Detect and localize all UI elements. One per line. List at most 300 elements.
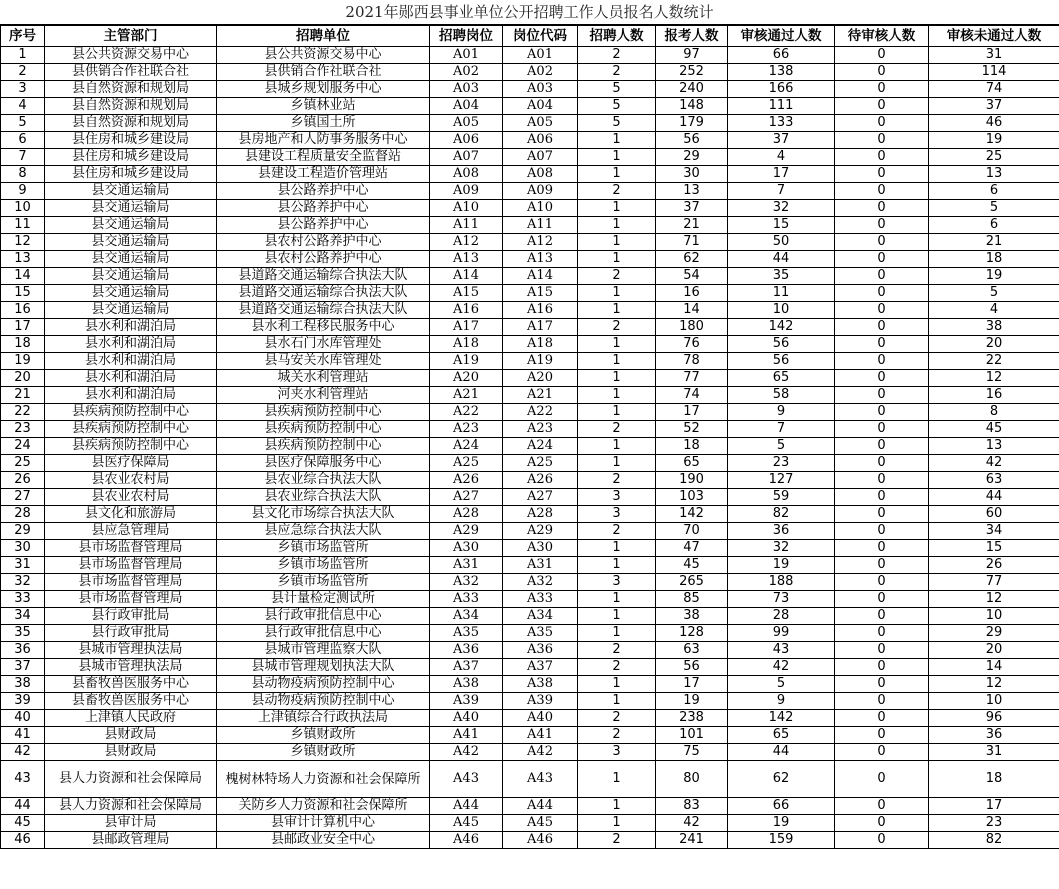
code-cell[interactable]: A14 [503,268,578,285]
seq-cell[interactable]: 8 [1,166,45,183]
rejected-count-cell[interactable]: 20 [929,642,1059,659]
post-cell[interactable]: A41 [430,727,503,744]
applicant-count-cell[interactable]: 190 [656,472,728,489]
unit-cell[interactable]: 乡镇财政所 [217,727,430,744]
unit-cell[interactable]: 关防乡人力资源和社会保障所 [217,798,430,815]
seq-cell[interactable]: 33 [1,591,45,608]
seq-cell[interactable]: 15 [1,285,45,302]
post-cell[interactable]: A11 [430,217,503,234]
seq-cell[interactable]: 43 [1,761,45,798]
hire-count-cell[interactable]: 1 [578,285,656,302]
post-cell[interactable]: A24 [430,438,503,455]
rejected-count-cell[interactable]: 22 [929,353,1059,370]
unit-cell[interactable]: 县农村公路养护中心 [217,251,430,268]
hire-count-cell[interactable]: 1 [578,761,656,798]
applicant-count-cell[interactable]: 142 [656,506,728,523]
approved-count-cell[interactable]: 7 [728,421,835,438]
pending-count-cell[interactable]: 0 [835,353,929,370]
code-cell[interactable]: A04 [503,98,578,115]
hire-count-cell[interactable]: 2 [578,421,656,438]
unit-cell[interactable]: 县建设工程质量安全监督站 [217,149,430,166]
dept-cell[interactable]: 县住房和城乡建设局 [45,166,217,183]
dept-cell[interactable]: 县文化和旅游局 [45,506,217,523]
post-cell[interactable]: A10 [430,200,503,217]
unit-cell[interactable]: 县水石门水库管理处 [217,336,430,353]
unit-cell[interactable]: 上津镇综合行政执法局 [217,710,430,727]
header-cell[interactable]: 主管部门 [45,26,217,47]
code-cell[interactable]: A44 [503,798,578,815]
hire-count-cell[interactable]: 1 [578,302,656,319]
rejected-count-cell[interactable]: 19 [929,268,1059,285]
dept-cell[interactable]: 县公共资源交易中心 [45,47,217,64]
hire-count-cell[interactable]: 2 [578,268,656,285]
dept-cell[interactable]: 县水利和湖泊局 [45,319,217,336]
code-cell[interactable]: A26 [503,472,578,489]
rejected-count-cell[interactable]: 6 [929,183,1059,200]
unit-cell[interactable]: 县应急综合执法大队 [217,523,430,540]
seq-cell[interactable]: 21 [1,387,45,404]
seq-cell[interactable]: 38 [1,676,45,693]
rejected-count-cell[interactable]: 18 [929,761,1059,798]
code-cell[interactable]: A06 [503,132,578,149]
seq-cell[interactable]: 22 [1,404,45,421]
applicant-count-cell[interactable]: 179 [656,115,728,132]
applicant-count-cell[interactable]: 83 [656,798,728,815]
code-cell[interactable]: A25 [503,455,578,472]
post-cell[interactable]: A40 [430,710,503,727]
code-cell[interactable]: A35 [503,625,578,642]
post-cell[interactable]: A46 [430,832,503,849]
code-cell[interactable]: A33 [503,591,578,608]
pending-count-cell[interactable]: 0 [835,387,929,404]
header-cell[interactable]: 审核通过人数 [728,26,835,47]
code-cell[interactable]: A02 [503,64,578,81]
rejected-count-cell[interactable]: 8 [929,404,1059,421]
hire-count-cell[interactable]: 2 [578,47,656,64]
code-cell[interactable]: A37 [503,659,578,676]
code-cell[interactable]: A21 [503,387,578,404]
seq-cell[interactable]: 18 [1,336,45,353]
seq-cell[interactable]: 9 [1,183,45,200]
approved-count-cell[interactable]: 142 [728,319,835,336]
unit-cell[interactable]: 县疾病预防控制中心 [217,404,430,421]
dept-cell[interactable]: 县交通运输局 [45,268,217,285]
dept-cell[interactable]: 县交通运输局 [45,302,217,319]
code-cell[interactable]: A03 [503,81,578,98]
pending-count-cell[interactable]: 0 [835,608,929,625]
pending-count-cell[interactable]: 0 [835,557,929,574]
hire-count-cell[interactable]: 1 [578,387,656,404]
dept-cell[interactable]: 县疾病预防控制中心 [45,404,217,421]
applicant-count-cell[interactable]: 37 [656,200,728,217]
header-cell[interactable]: 招聘单位 [217,26,430,47]
post-cell[interactable]: A15 [430,285,503,302]
approved-count-cell[interactable]: 42 [728,659,835,676]
rejected-count-cell[interactable]: 42 [929,455,1059,472]
seq-cell[interactable]: 42 [1,744,45,761]
seq-cell[interactable]: 37 [1,659,45,676]
dept-cell[interactable]: 县应急管理局 [45,523,217,540]
post-cell[interactable]: A17 [430,319,503,336]
dept-cell[interactable]: 县市场监督管理局 [45,574,217,591]
approved-count-cell[interactable]: 59 [728,489,835,506]
post-cell[interactable]: A28 [430,506,503,523]
header-cell[interactable]: 待审核人数 [835,26,929,47]
pending-count-cell[interactable]: 0 [835,438,929,455]
header-cell[interactable]: 招聘人数 [578,26,656,47]
post-cell[interactable]: A12 [430,234,503,251]
applicant-count-cell[interactable]: 71 [656,234,728,251]
code-cell[interactable]: A45 [503,815,578,832]
dept-cell[interactable]: 县农业农村局 [45,472,217,489]
approved-count-cell[interactable]: 66 [728,798,835,815]
pending-count-cell[interactable]: 0 [835,217,929,234]
post-cell[interactable]: A13 [430,251,503,268]
pending-count-cell[interactable]: 0 [835,710,929,727]
approved-count-cell[interactable]: 44 [728,744,835,761]
applicant-count-cell[interactable]: 56 [656,659,728,676]
post-cell[interactable]: A08 [430,166,503,183]
code-cell[interactable]: A09 [503,183,578,200]
applicant-count-cell[interactable]: 75 [656,744,728,761]
pending-count-cell[interactable]: 0 [835,251,929,268]
applicant-count-cell[interactable]: 16 [656,285,728,302]
dept-cell[interactable]: 县审计局 [45,815,217,832]
approved-count-cell[interactable]: 44 [728,251,835,268]
post-cell[interactable]: A18 [430,336,503,353]
seq-cell[interactable]: 46 [1,832,45,849]
approved-count-cell[interactable]: 56 [728,336,835,353]
code-cell[interactable]: A20 [503,370,578,387]
applicant-count-cell[interactable]: 18 [656,438,728,455]
rejected-count-cell[interactable]: 46 [929,115,1059,132]
seq-cell[interactable]: 5 [1,115,45,132]
code-cell[interactable]: A05 [503,115,578,132]
seq-cell[interactable]: 32 [1,574,45,591]
dept-cell[interactable]: 县疾病预防控制中心 [45,438,217,455]
unit-cell[interactable]: 乡镇市场监管所 [217,574,430,591]
post-cell[interactable]: A06 [430,132,503,149]
pending-count-cell[interactable]: 0 [835,727,929,744]
dept-cell[interactable]: 上津镇人民政府 [45,710,217,727]
hire-count-cell[interactable]: 2 [578,642,656,659]
approved-count-cell[interactable]: 138 [728,64,835,81]
seq-cell[interactable]: 19 [1,353,45,370]
pending-count-cell[interactable]: 0 [835,149,929,166]
approved-count-cell[interactable]: 159 [728,832,835,849]
rejected-count-cell[interactable]: 25 [929,149,1059,166]
rejected-count-cell[interactable]: 6 [929,217,1059,234]
dept-cell[interactable]: 县自然资源和规划局 [45,81,217,98]
unit-cell[interactable]: 乡镇市场监管所 [217,540,430,557]
post-cell[interactable]: A09 [430,183,503,200]
pending-count-cell[interactable]: 0 [835,798,929,815]
pending-count-cell[interactable]: 0 [835,523,929,540]
unit-cell[interactable]: 县道路交通运输综合执法大队 [217,268,430,285]
dept-cell[interactable]: 县畜牧兽医服务中心 [45,693,217,710]
applicant-count-cell[interactable]: 17 [656,404,728,421]
approved-count-cell[interactable]: 56 [728,353,835,370]
applicant-count-cell[interactable]: 65 [656,455,728,472]
pending-count-cell[interactable]: 0 [835,506,929,523]
post-cell[interactable]: A16 [430,302,503,319]
unit-cell[interactable]: 县动物疫病预防控制中心 [217,693,430,710]
pending-count-cell[interactable]: 0 [835,761,929,798]
seq-cell[interactable]: 27 [1,489,45,506]
seq-cell[interactable]: 28 [1,506,45,523]
approved-count-cell[interactable]: 4 [728,149,835,166]
rejected-count-cell[interactable]: 44 [929,489,1059,506]
dept-cell[interactable]: 县交通运输局 [45,285,217,302]
post-cell[interactable]: A23 [430,421,503,438]
dept-cell[interactable]: 县人力资源和社会保障局 [45,761,217,798]
unit-cell[interactable]: 河夹水利管理站 [217,387,430,404]
rejected-count-cell[interactable]: 63 [929,472,1059,489]
unit-cell[interactable]: 乡镇国土所 [217,115,430,132]
post-cell[interactable]: A33 [430,591,503,608]
approved-count-cell[interactable]: 111 [728,98,835,115]
pending-count-cell[interactable]: 0 [835,642,929,659]
approved-count-cell[interactable]: 11 [728,285,835,302]
applicant-count-cell[interactable]: 240 [656,81,728,98]
applicant-count-cell[interactable]: 14 [656,302,728,319]
hire-count-cell[interactable]: 1 [578,815,656,832]
pending-count-cell[interactable]: 0 [835,183,929,200]
approved-count-cell[interactable]: 5 [728,438,835,455]
post-cell[interactable]: A43 [430,761,503,798]
applicant-count-cell[interactable]: 42 [656,815,728,832]
rejected-count-cell[interactable]: 96 [929,710,1059,727]
dept-cell[interactable]: 县交通运输局 [45,217,217,234]
hire-count-cell[interactable]: 1 [578,455,656,472]
seq-cell[interactable]: 45 [1,815,45,832]
applicant-count-cell[interactable]: 38 [656,608,728,625]
approved-count-cell[interactable]: 43 [728,642,835,659]
dept-cell[interactable]: 县城市管理执法局 [45,659,217,676]
unit-cell[interactable]: 乡镇市场监管所 [217,557,430,574]
approved-count-cell[interactable]: 10 [728,302,835,319]
hire-count-cell[interactable]: 2 [578,472,656,489]
seq-cell[interactable]: 24 [1,438,45,455]
dept-cell[interactable]: 县自然资源和规划局 [45,98,217,115]
applicant-count-cell[interactable]: 13 [656,183,728,200]
approved-count-cell[interactable]: 23 [728,455,835,472]
header-cell[interactable]: 招聘岗位 [430,26,503,47]
dept-cell[interactable]: 县水利和湖泊局 [45,353,217,370]
rejected-count-cell[interactable]: 16 [929,387,1059,404]
post-cell[interactable]: A19 [430,353,503,370]
header-cell[interactable]: 岗位代码 [503,26,578,47]
pending-count-cell[interactable]: 0 [835,81,929,98]
rejected-count-cell[interactable]: 29 [929,625,1059,642]
approved-count-cell[interactable]: 7 [728,183,835,200]
post-cell[interactable]: A38 [430,676,503,693]
seq-cell[interactable]: 36 [1,642,45,659]
rejected-count-cell[interactable]: 38 [929,319,1059,336]
code-cell[interactable]: A23 [503,421,578,438]
code-cell[interactable]: A41 [503,727,578,744]
hire-count-cell[interactable]: 1 [578,676,656,693]
applicant-count-cell[interactable]: 128 [656,625,728,642]
seq-cell[interactable]: 10 [1,200,45,217]
code-cell[interactable]: A30 [503,540,578,557]
rejected-count-cell[interactable]: 82 [929,832,1059,849]
post-cell[interactable]: A01 [430,47,503,64]
code-cell[interactable]: A31 [503,557,578,574]
seq-cell[interactable]: 17 [1,319,45,336]
code-cell[interactable]: A15 [503,285,578,302]
hire-count-cell[interactable]: 1 [578,370,656,387]
applicant-count-cell[interactable]: 62 [656,251,728,268]
rejected-count-cell[interactable]: 31 [929,744,1059,761]
post-cell[interactable]: A36 [430,642,503,659]
unit-cell[interactable]: 县城乡规划服务中心 [217,81,430,98]
unit-cell[interactable]: 县农业综合执法大队 [217,489,430,506]
seq-cell[interactable]: 20 [1,370,45,387]
hire-count-cell[interactable]: 3 [578,574,656,591]
rejected-count-cell[interactable]: 12 [929,591,1059,608]
applicant-count-cell[interactable]: 30 [656,166,728,183]
approved-count-cell[interactable]: 35 [728,268,835,285]
dept-cell[interactable]: 县财政局 [45,727,217,744]
hire-count-cell[interactable]: 3 [578,489,656,506]
approved-count-cell[interactable]: 65 [728,370,835,387]
rejected-count-cell[interactable]: 23 [929,815,1059,832]
dept-cell[interactable]: 县城市管理执法局 [45,642,217,659]
applicant-count-cell[interactable]: 63 [656,642,728,659]
pending-count-cell[interactable]: 0 [835,489,929,506]
approved-count-cell[interactable]: 19 [728,815,835,832]
unit-cell[interactable]: 县行政审批信息中心 [217,608,430,625]
approved-count-cell[interactable]: 15 [728,217,835,234]
approved-count-cell[interactable]: 17 [728,166,835,183]
applicant-count-cell[interactable]: 97 [656,47,728,64]
unit-cell[interactable]: 县疾病预防控制中心 [217,438,430,455]
seq-cell[interactable]: 6 [1,132,45,149]
approved-count-cell[interactable]: 58 [728,387,835,404]
unit-cell[interactable]: 县医疗保障服务中心 [217,455,430,472]
seq-cell[interactable]: 39 [1,693,45,710]
unit-cell[interactable]: 乡镇林业站 [217,98,430,115]
rejected-count-cell[interactable]: 5 [929,285,1059,302]
unit-cell[interactable]: 县动物疫病预防控制中心 [217,676,430,693]
approved-count-cell[interactable]: 5 [728,676,835,693]
seq-cell[interactable]: 13 [1,251,45,268]
hire-count-cell[interactable]: 2 [578,64,656,81]
code-cell[interactable]: A07 [503,149,578,166]
seq-cell[interactable]: 31 [1,557,45,574]
pending-count-cell[interactable]: 0 [835,98,929,115]
applicant-count-cell[interactable]: 54 [656,268,728,285]
rejected-count-cell[interactable]: 4 [929,302,1059,319]
seq-cell[interactable]: 23 [1,421,45,438]
applicant-count-cell[interactable]: 47 [656,540,728,557]
unit-cell[interactable]: 县审计计算机中心 [217,815,430,832]
applicant-count-cell[interactable]: 45 [656,557,728,574]
seq-cell[interactable]: 14 [1,268,45,285]
applicant-count-cell[interactable]: 238 [656,710,728,727]
applicant-count-cell[interactable]: 76 [656,336,728,353]
unit-cell[interactable]: 县公共资源交易中心 [217,47,430,64]
unit-cell[interactable]: 县农村公路养护中心 [217,234,430,251]
hire-count-cell[interactable]: 1 [578,166,656,183]
hire-count-cell[interactable]: 2 [578,523,656,540]
seq-cell[interactable]: 12 [1,234,45,251]
hire-count-cell[interactable]: 1 [578,591,656,608]
approved-count-cell[interactable]: 127 [728,472,835,489]
post-cell[interactable]: A42 [430,744,503,761]
code-cell[interactable]: A42 [503,744,578,761]
pending-count-cell[interactable]: 0 [835,285,929,302]
pending-count-cell[interactable]: 0 [835,659,929,676]
unit-cell[interactable]: 县建设工程造价管理站 [217,166,430,183]
code-cell[interactable]: A46 [503,832,578,849]
rejected-count-cell[interactable]: 19 [929,132,1059,149]
dept-cell[interactable]: 县自然资源和规划局 [45,115,217,132]
approved-count-cell[interactable]: 32 [728,200,835,217]
seq-cell[interactable]: 1 [1,47,45,64]
applicant-count-cell[interactable]: 56 [656,132,728,149]
post-cell[interactable]: A30 [430,540,503,557]
post-cell[interactable]: A26 [430,472,503,489]
approved-count-cell[interactable]: 28 [728,608,835,625]
dept-cell[interactable]: 县财政局 [45,744,217,761]
pending-count-cell[interactable]: 0 [835,421,929,438]
hire-count-cell[interactable]: 2 [578,319,656,336]
applicant-count-cell[interactable]: 241 [656,832,728,849]
approved-count-cell[interactable]: 32 [728,540,835,557]
dept-cell[interactable]: 县行政审批局 [45,608,217,625]
hire-count-cell[interactable]: 5 [578,115,656,132]
unit-cell[interactable]: 乡镇财政所 [217,744,430,761]
rejected-count-cell[interactable]: 31 [929,47,1059,64]
approved-count-cell[interactable]: 9 [728,693,835,710]
rejected-count-cell[interactable]: 77 [929,574,1059,591]
pending-count-cell[interactable]: 0 [835,540,929,557]
applicant-count-cell[interactable]: 21 [656,217,728,234]
approved-count-cell[interactable]: 9 [728,404,835,421]
hire-count-cell[interactable]: 2 [578,659,656,676]
unit-cell[interactable]: 县供销合作社联合社 [217,64,430,81]
hire-count-cell[interactable]: 1 [578,404,656,421]
unit-cell[interactable]: 槐树林特场人力资源和社会保障所 [217,761,430,798]
hire-count-cell[interactable]: 3 [578,744,656,761]
seq-cell[interactable]: 4 [1,98,45,115]
post-cell[interactable]: A27 [430,489,503,506]
rejected-count-cell[interactable]: 114 [929,64,1059,81]
dept-cell[interactable]: 县交通运输局 [45,251,217,268]
seq-cell[interactable]: 2 [1,64,45,81]
unit-cell[interactable]: 县计量检定测试所 [217,591,430,608]
rejected-count-cell[interactable]: 18 [929,251,1059,268]
approved-count-cell[interactable]: 66 [728,47,835,64]
applicant-count-cell[interactable]: 70 [656,523,728,540]
pending-count-cell[interactable]: 0 [835,200,929,217]
unit-cell[interactable]: 县房地产和人防事务服务中心 [217,132,430,149]
code-cell[interactable]: A39 [503,693,578,710]
approved-count-cell[interactable]: 37 [728,132,835,149]
applicant-count-cell[interactable]: 52 [656,421,728,438]
hire-count-cell[interactable]: 1 [578,540,656,557]
unit-cell[interactable]: 县农业综合执法大队 [217,472,430,489]
hire-count-cell[interactable]: 1 [578,149,656,166]
approved-count-cell[interactable]: 62 [728,761,835,798]
rejected-count-cell[interactable]: 60 [929,506,1059,523]
applicant-count-cell[interactable]: 77 [656,370,728,387]
hire-count-cell[interactable]: 1 [578,234,656,251]
applicant-count-cell[interactable]: 265 [656,574,728,591]
seq-cell[interactable]: 30 [1,540,45,557]
